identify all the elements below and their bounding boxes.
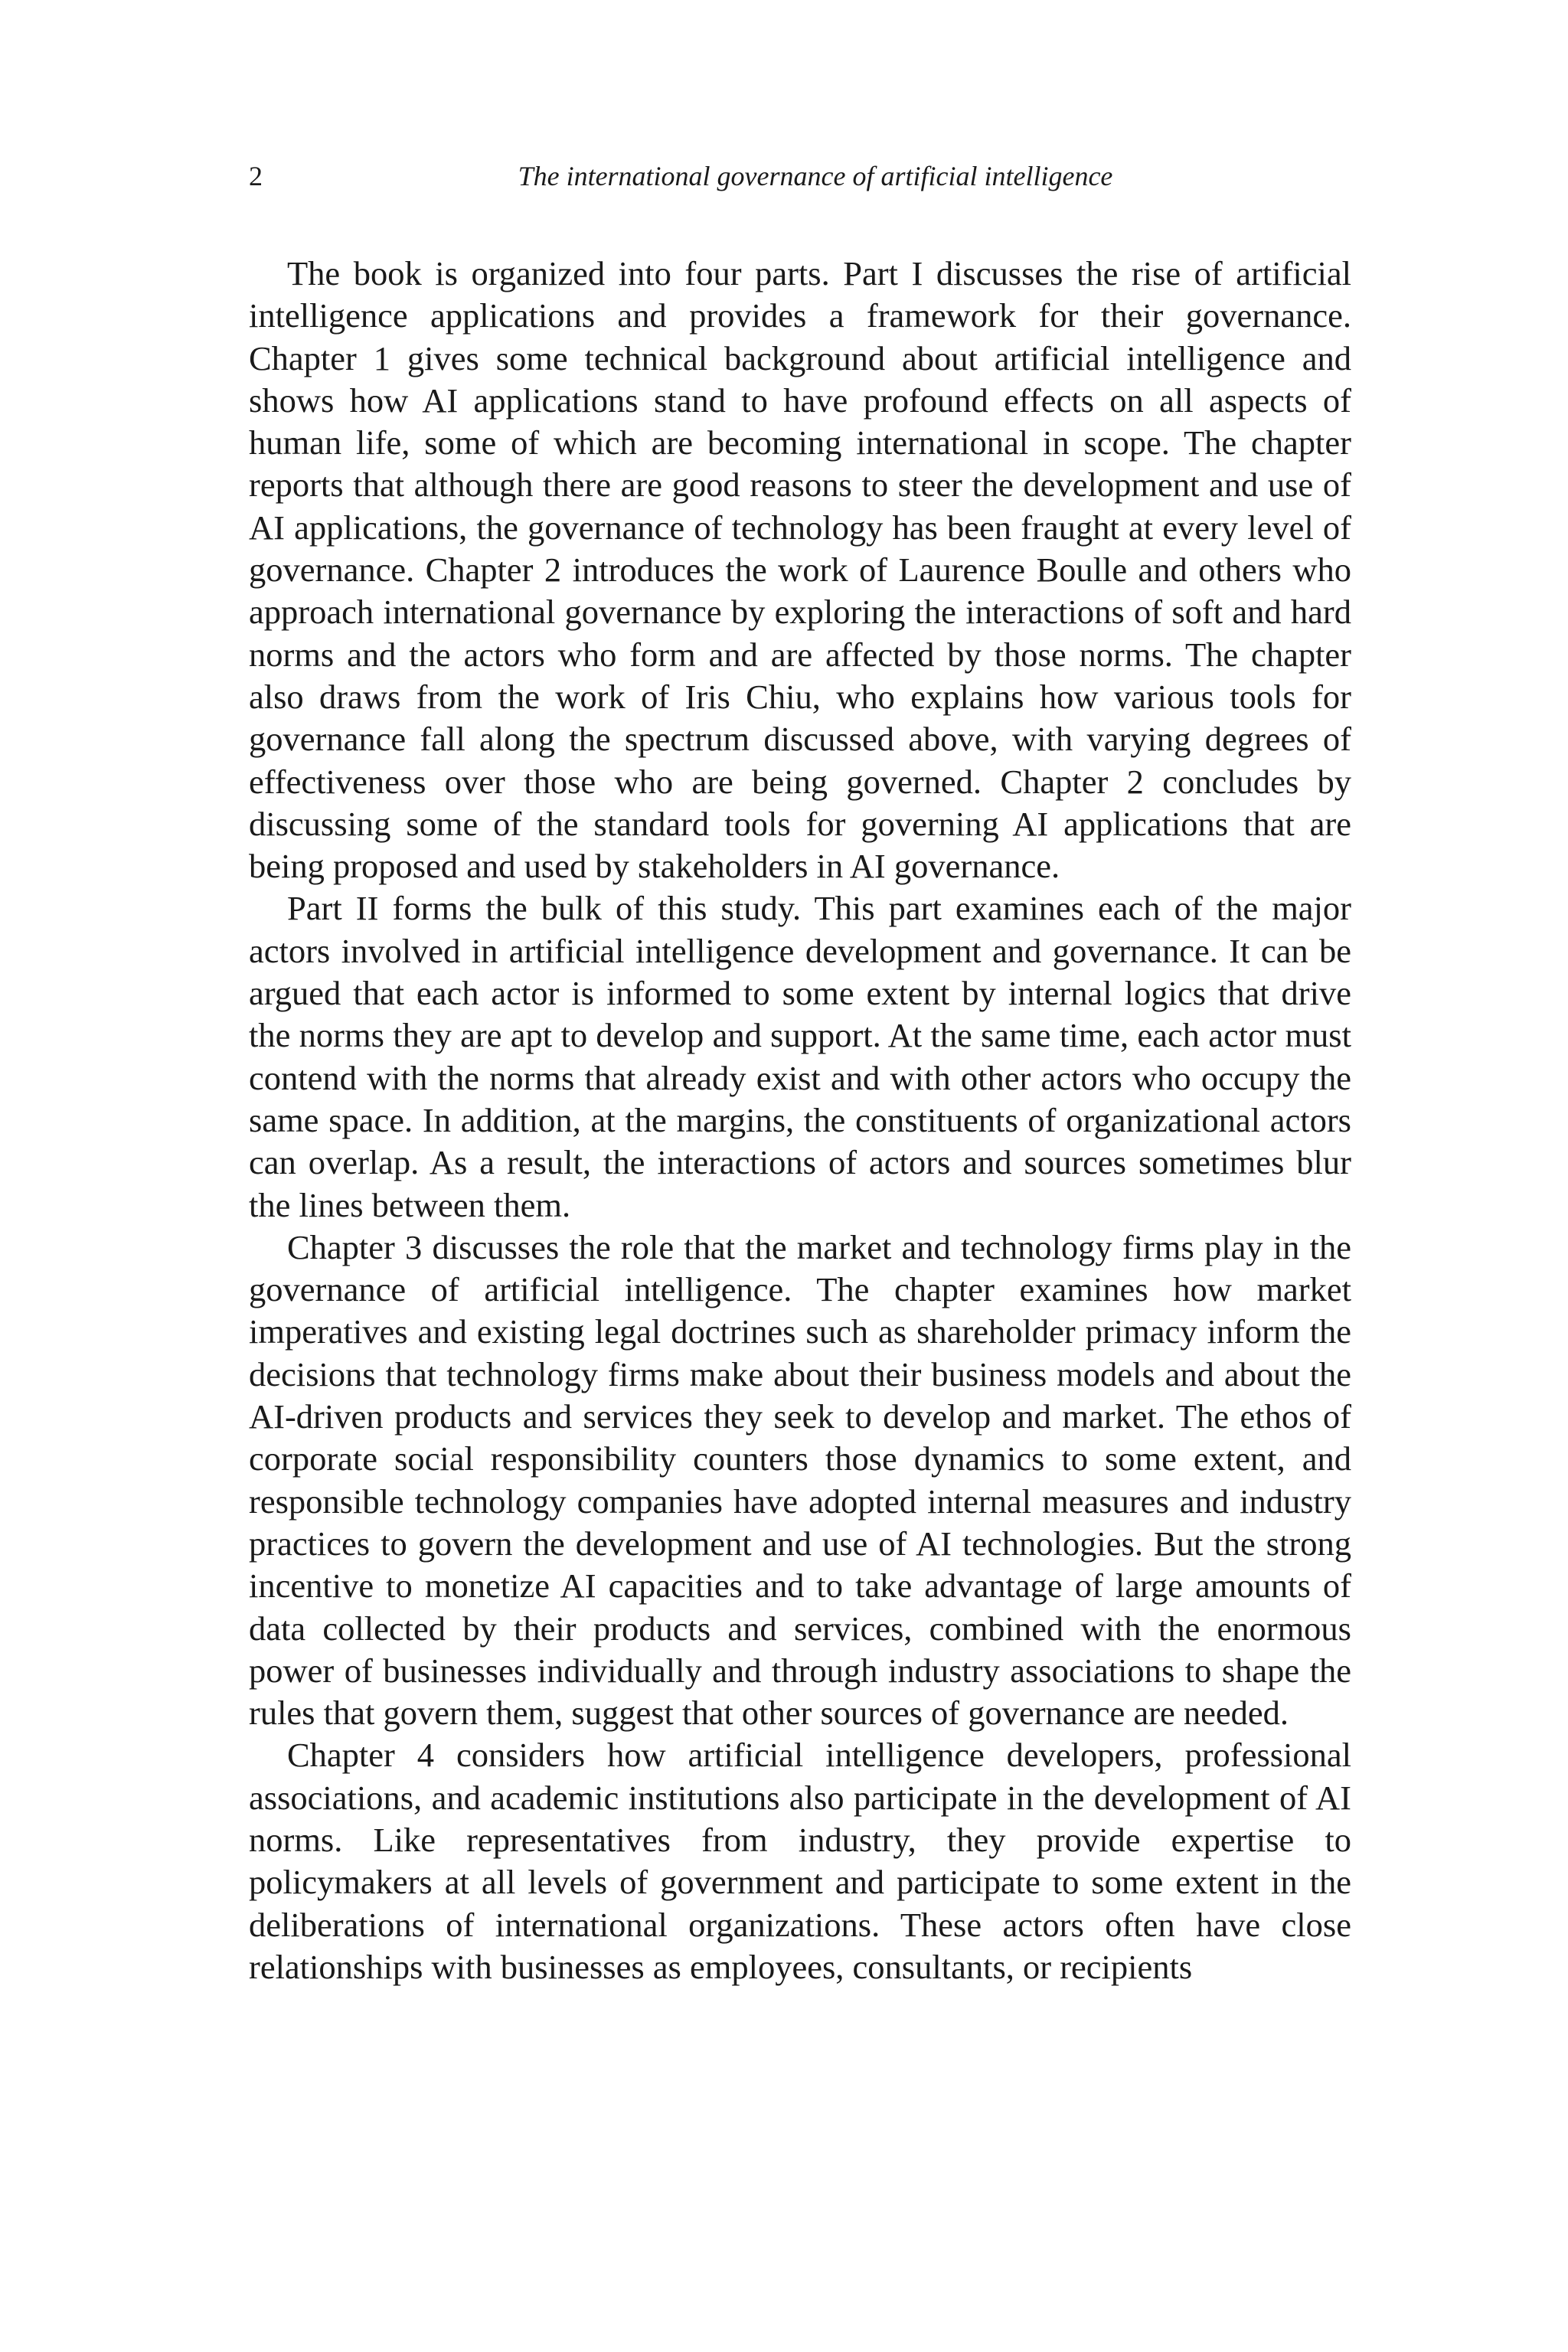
running-title: The international governance of artificial intelligence xyxy=(518,161,1113,191)
body-text xyxy=(249,253,1351,1988)
paragraph-chapter-three: Chapter 3 discusses the role that the market and technology firms play in the governance of artificial intelligence. The chapter examines how market imperatives and existing legal doctrines such as shareholder primacy inform the decisions that technology firms make about their business models and about the AI-driven products and services they seek to develop and market. The ethos of corporate social responsibility counters those dynamics to some extent, and responsible technology companies have adopted internal measures and industry practices to govern the development and use of AI technologies. But the strong incentive to monetize AI capacities and to take advantage of large amounts of data collected by their products and services, combined with the enormous power of businesses individually and through industry associations to shape the rules that govern them, suggest that other sources of governance are needed. xyxy=(249,1227,1351,1733)
page-number: 2 xyxy=(249,161,263,191)
paragraph-part-one: The book is organized into four parts. Part I discusses the rise of artificial intelligence applications and provides a framework for their governance. Chapter 1 gives some technical background about artificial intelligence and shows how AI applications stand to have profound effects on all aspects of human life, some of which are becoming international in scope. The chapter reports that although there are good reasons to steer the development and use of AI applications, the governance of technology has been fraught at every level of governance. Chapter 2 introduces the work of Laurence Boulle and others who approach international governance by exploring the interactions of soft and hard norms and the actors who form and are affected by those norms. The chapter also draws from the work of Iris Chiu, who explains how various tools for governance fall along the spectrum discussed above, with varying degrees of effectiveness over those who are being governed. Chapter 2 concludes by discussing some of the standard tools for governing AI applications that are being proposed and used by stakeholders in AI governance. xyxy=(249,254,1351,886)
paragraph-chapter-four: Chapter 4 considers how artificial intelligence developers, professional associations, and academic institutions also participate in the development of AI norms. Like representatives from industry, they provide expertise to policymakers at all levels of government and participate to some extent in the deliberations of international organizations. These actors often have close relationships with businesses as employees, consultants, or recipients xyxy=(249,1736,1351,1986)
paragraph-part-two: Part II forms the bulk of this study. This part examines each of the major actors involved in artificial intelligence development and governance. It can be argued that each actor is informed to some extent by internal logics that drive the norms they are apt to develop and support. At the same time, each actor must contend with the norms that already exist and with other actors who occupy the same space. In addition, at the margins, the constituents of organizational actors can overlap. As a result, the interactions of actors and sources sometimes blur the lines between them. xyxy=(249,889,1351,1224)
running-head xyxy=(249,153,1351,199)
